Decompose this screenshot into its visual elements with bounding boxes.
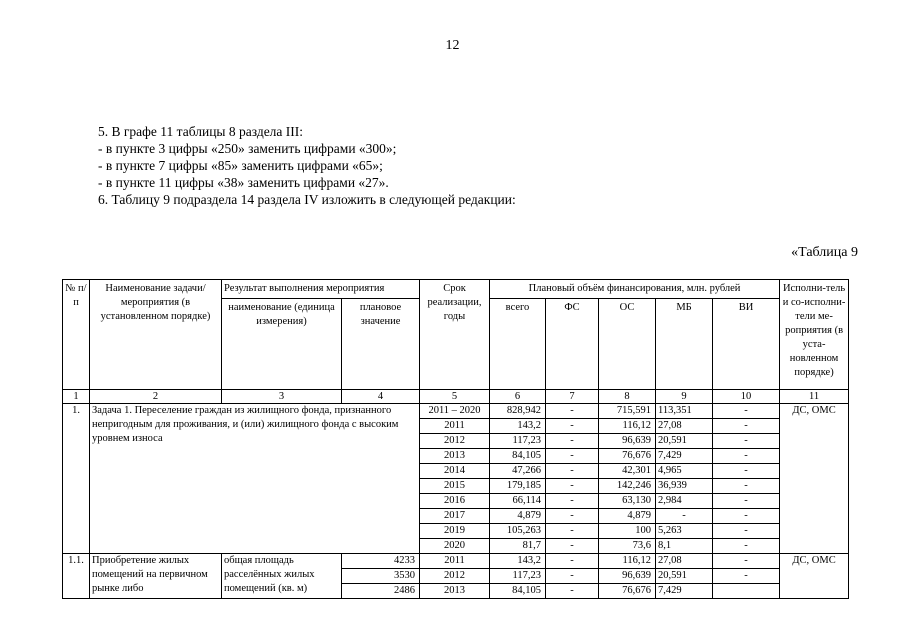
cell-fs: - [546, 464, 599, 479]
cell-mb: 27,08 [656, 419, 713, 434]
cell-total: 47,266 [490, 464, 546, 479]
cell-os: 96,639 [599, 569, 656, 584]
column-number: 10 [713, 390, 780, 404]
column-number: 5 [420, 390, 490, 404]
cell-total: 117,23 [490, 434, 546, 449]
cell-fs: - [546, 494, 599, 509]
cell-total: 84,105 [490, 584, 546, 599]
task1-1-result-name: общая площадь расселённых жилых помещений (кв. м) [222, 554, 342, 599]
instruction-line: 5. В графе 11 таблицы 8 раздела III: [98, 124, 304, 139]
cell-mb: 20,591 [656, 434, 713, 449]
cell-mb: 7,429 [656, 584, 713, 599]
cell-os: 73,6 [599, 539, 656, 554]
cell-year: 2011 [420, 419, 490, 434]
cell-fs: - [546, 569, 599, 584]
column-number-row [63, 390, 849, 404]
instruction-line: 6. Таблицу 9 подраздела 14 раздела IV изложить в следующей редакции: [98, 192, 516, 207]
cell-fs: - [546, 509, 599, 524]
header-fs: ФС [546, 299, 599, 390]
cell-fs: - [546, 449, 599, 464]
cell-plan: 4233 [342, 554, 420, 569]
cell-total: 81,7 [490, 539, 546, 554]
cell-total: 828,942 [490, 404, 546, 419]
cell-mb: 4,965 [656, 464, 713, 479]
header-executors: Исполни-тель и со-исполни-тели ме-роприятия (в уста-новленном порядке) [780, 280, 849, 390]
funding-table [62, 279, 849, 599]
instruction-line: - в пункте 11 цифры «38» заменить цифрами «27». [98, 175, 389, 190]
cell-vi: - [713, 509, 780, 524]
cell-total: 117,23 [490, 569, 546, 584]
cell-os: 4,879 [599, 509, 656, 524]
cell-fs: - [546, 479, 599, 494]
cell-fs: - [546, 434, 599, 449]
column-number: 4 [342, 390, 420, 404]
cell-year: 2011 [420, 554, 490, 569]
header-result-plan: плановое значение [342, 299, 420, 390]
cell-mb: 27,08 [656, 554, 713, 569]
task1-1-num: 1.1. [63, 554, 90, 599]
page-number: 12 [445, 38, 460, 53]
column-number: 2 [90, 390, 222, 404]
cell-mb: 7,429 [656, 449, 713, 464]
cell-os: 116,12 [599, 554, 656, 569]
column-number: 11 [780, 390, 849, 404]
cell-year: 2015 [420, 479, 490, 494]
header-total: всего [490, 299, 546, 390]
cell-os: 76,676 [599, 584, 656, 599]
header-term: Срок реализации, годы [420, 280, 490, 390]
header-vi: ВИ [713, 299, 780, 390]
cell-total: 143,2 [490, 554, 546, 569]
cell-vi: - [713, 494, 780, 509]
cell-year: 2011 – 2020 [420, 404, 490, 419]
cell-os: 100 [599, 524, 656, 539]
column-number: 1 [63, 390, 90, 404]
cell-total: 4,879 [490, 509, 546, 524]
cell-os: 116,12 [599, 419, 656, 434]
cell-vi [713, 584, 780, 599]
cell-mb: 20,591 [656, 569, 713, 584]
column-number: 9 [656, 390, 713, 404]
cell-year: 2019 [420, 524, 490, 539]
cell-year: 2016 [420, 494, 490, 509]
cell-fs: - [546, 539, 599, 554]
cell-year: 2013 [420, 584, 490, 599]
cell-vi: - [713, 554, 780, 569]
cell-mb: 5,263 [656, 524, 713, 539]
cell-mb: 8,1 [656, 539, 713, 554]
header-row [63, 280, 849, 299]
cell-vi: - [713, 464, 780, 479]
cell-vi: - [713, 404, 780, 419]
cell-vi: - [713, 479, 780, 494]
column-number: 3 [222, 390, 342, 404]
cell-os: 96,639 [599, 434, 656, 449]
task1-executors: ДС, ОМС [780, 404, 849, 554]
header-finance-group: Плановый объём финансирования, млн. рублей [490, 280, 780, 299]
cell-os: 63,130 [599, 494, 656, 509]
table-row [63, 554, 849, 569]
cell-fs: - [546, 419, 599, 434]
cell-plan: 2486 [342, 584, 420, 599]
header-num: № п/п [63, 280, 90, 390]
cell-mb: - [656, 509, 713, 524]
cell-year: 2020 [420, 539, 490, 554]
cell-fs: - [546, 524, 599, 539]
header-result-group: Результат выполнения мероприятия [222, 280, 420, 299]
cell-vi: - [713, 449, 780, 464]
cell-year: 2013 [420, 449, 490, 464]
cell-mb: 113,351 [656, 404, 713, 419]
cell-mb: 36,939 [656, 479, 713, 494]
column-number: 6 [490, 390, 546, 404]
cell-os: 142,246 [599, 479, 656, 494]
task1-1-executors: ДС, ОМС [780, 554, 849, 599]
instruction-line: - в пункте 3 цифры «250» заменить цифрами «300»; [98, 141, 397, 156]
cell-vi: - [713, 569, 780, 584]
column-number: 8 [599, 390, 656, 404]
header-result-name: наименование (единица измерения) [222, 299, 342, 390]
cell-fs: - [546, 554, 599, 569]
cell-os: 715,591 [599, 404, 656, 419]
header-mb: МБ [656, 299, 713, 390]
table-row [63, 404, 849, 419]
cell-fs: - [546, 404, 599, 419]
cell-os: 76,676 [599, 449, 656, 464]
task1-num: 1. [63, 404, 90, 554]
cell-year: 2014 [420, 464, 490, 479]
cell-year: 2017 [420, 509, 490, 524]
task1-1-name: Приобретение жилых помещений на первичном рынке либо [90, 554, 222, 599]
column-number: 7 [546, 390, 599, 404]
amendment-instructions [98, 123, 516, 208]
cell-plan: 3530 [342, 569, 420, 584]
cell-mb: 2,984 [656, 494, 713, 509]
cell-vi: - [713, 419, 780, 434]
cell-vi: - [713, 434, 780, 449]
table-caption: «Таблица 9 [791, 245, 858, 260]
header-os: ОС [599, 299, 656, 390]
cell-total: 105,263 [490, 524, 546, 539]
cell-total: 179,185 [490, 479, 546, 494]
cell-vi: - [713, 539, 780, 554]
cell-total: 84,105 [490, 449, 546, 464]
task1-name: Задача 1. Переселение граждан из жилищного фонда, признанного непригодным для проживания, и (или) жилищного фонда с высоким уровнем износа [90, 404, 420, 554]
cell-year: 2012 [420, 434, 490, 449]
cell-vi: - [713, 524, 780, 539]
cell-year: 2012 [420, 569, 490, 584]
cell-os: 42,301 [599, 464, 656, 479]
cell-total: 66,114 [490, 494, 546, 509]
instruction-line: - в пункте 7 цифры «85» заменить цифрами «65»; [98, 158, 383, 173]
cell-fs: - [546, 584, 599, 599]
cell-total: 143,2 [490, 419, 546, 434]
header-task: Наименование задачи/мероприятия (в установленном порядке) [90, 280, 222, 390]
